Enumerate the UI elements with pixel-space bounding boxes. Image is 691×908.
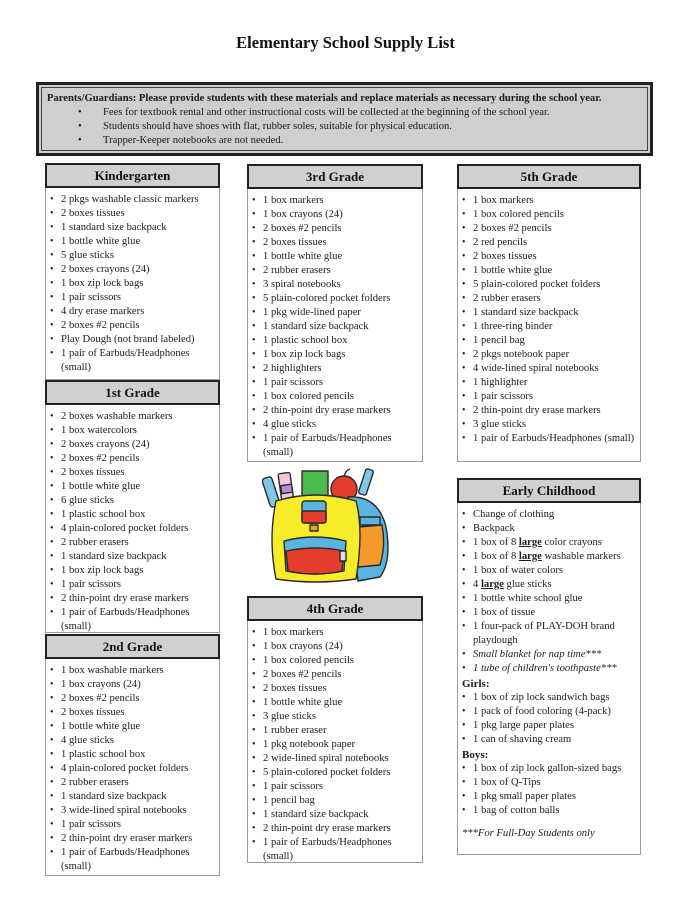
supply-list [46, 659, 219, 874]
list-item: • 1 box crayons (24) [263, 208, 422, 222]
section-heading: Kindergarten [45, 163, 220, 188]
list-item: • Backpack [473, 522, 640, 536]
list-item: • 1 standard size backpack [61, 790, 219, 804]
list-item: • 1 box of 8 large washable markers [473, 550, 640, 564]
notice-item: • Trapper-Keeper notebooks are not needed. [103, 134, 642, 148]
list-item: • 1 pair of Earbuds/Headphones (small) [263, 432, 422, 460]
boys-list [458, 762, 640, 818]
list-item: • 5 glue sticks [61, 249, 219, 263]
girls-label: Girls: [462, 678, 490, 690]
list-item: • 1 pkg notebook paper [263, 738, 422, 752]
list-item: • 6 glue sticks [61, 494, 219, 508]
list-item: • 1 box markers [473, 194, 640, 208]
list-item: • Change of clothing [473, 508, 640, 522]
list-item: • 1 box colored pencils [263, 654, 422, 668]
list-item: • 2 boxes crayons (24) [61, 438, 219, 452]
list-item: • 1 box crayons (24) [263, 640, 422, 654]
section-heading: 4th Grade [247, 596, 423, 621]
list-item: • 2 boxes #2 pencils [473, 222, 640, 236]
list-item: • 2 boxes tissues [61, 706, 219, 720]
list-item: • 5 plain-colored pocket folders [263, 292, 422, 306]
list-item: • 1 pair of Earbuds/Headphones (small) [263, 836, 422, 864]
list-item: • 2 thin-point dry eraser markers [61, 832, 219, 846]
boys-label: Boys: [462, 749, 489, 761]
section-heading: 1st Grade [45, 380, 220, 405]
list-item: • 1 four-pack of PLAY-DOH brand playdough [473, 620, 640, 648]
list-item: • 2 rubber erasers [61, 536, 219, 550]
grade5-section [457, 164, 641, 462]
list-item: • 2 boxes tissues [61, 466, 219, 480]
list-item: • 1 box markers [263, 194, 422, 208]
grade3-section [247, 164, 423, 462]
section-heading: 3rd Grade [247, 164, 423, 189]
list-item: • 1 bottle white glue [61, 235, 219, 249]
list-item: • 1 pkg large paper plates [473, 719, 640, 733]
grade2-section [45, 634, 220, 876]
list-item: • 1 pack of food coloring (4-pack) [473, 705, 640, 719]
list-item: • 2 rubber erasers [473, 292, 640, 306]
supply-list [248, 621, 422, 864]
list-item: • 1 three-ring binder [473, 320, 640, 334]
list-item: • 1 pencil bag [473, 334, 640, 348]
list-item: • 1 pair of Earbuds/Headphones (small) [61, 846, 219, 874]
list-item: • 2 thin-point dry erase markers [61, 592, 219, 606]
grade1-section [45, 380, 220, 633]
list-item: • 1 pair of Earbuds/Headphones (small) [61, 347, 219, 375]
list-item: • 1 pair scissors [473, 390, 640, 404]
list-item: • 1 pkg small paper plates [473, 790, 640, 804]
list-item: • 1 box zip lock bags [61, 564, 219, 578]
supply-list [248, 189, 422, 460]
list-item: • 3 glue sticks [473, 418, 640, 432]
list-item: • 1 pair scissors [263, 376, 422, 390]
girls-list [458, 691, 640, 747]
supply-list [458, 503, 640, 676]
list-item: • 1 pair of Earbuds/Headphones (small) [473, 432, 640, 446]
notice-item: • Fees for textbook rental and other instructional costs will be collected at the beginning of the school year. [103, 106, 642, 120]
section-heading: Early Childhood [457, 478, 641, 503]
early-childhood-section [457, 478, 641, 855]
list-item: • 2 boxes tissues [61, 207, 219, 221]
list-item: • 1 plastic school box [61, 508, 219, 522]
list-item: • 2 boxes crayons (24) [61, 263, 219, 277]
emphasis: large [518, 551, 542, 562]
list-item: • 1 box watercolors [61, 424, 219, 438]
list-item: • 1 pair scissors [61, 578, 219, 592]
footnote: ***For Full-Day Students only [462, 828, 595, 839]
list-item: • 1 standard size backpack [263, 808, 422, 822]
list-item: • 1 standard size backpack [61, 221, 219, 235]
list-item: • 1 standard size backpack [61, 550, 219, 564]
list-item: • 3 spiral notebooks [263, 278, 422, 292]
list-item: • 2 boxes #2 pencils [263, 668, 422, 682]
list-item: • 2 boxes #2 pencils [61, 452, 219, 466]
list-item: • 2 boxes #2 pencils [61, 692, 219, 706]
list-item: • 1 box crayons (24) [61, 678, 219, 692]
list-item: • 1 box washable markers [61, 664, 219, 678]
list-item: • 1 bottle white glue [263, 250, 422, 264]
list-item: • 1 box zip lock bags [263, 348, 422, 362]
list-item: • 1 box of zip lock gallon-sized bags [473, 762, 640, 776]
list-item: • 1 pkg wide-lined paper [263, 306, 422, 320]
notice-lead: Parents/Guardians: Please provide students with these materials and replace materials as necessary during the school year. [47, 93, 602, 104]
list-item: • 4 glue sticks [61, 734, 219, 748]
list-item: • 4 dry erase markers [61, 305, 219, 319]
list-item: • 2 boxes washable markers [61, 410, 219, 424]
list-item: • 2 thin-point dry erase markers [263, 404, 422, 418]
list-item: • 1 standard size backpack [473, 306, 640, 320]
list-item: • 1 box of water colors [473, 564, 640, 578]
parent-notice [36, 82, 653, 156]
list-item: • 4 plain-colored pocket folders [61, 522, 219, 536]
kindergarten-section [45, 163, 220, 380]
list-item: • 1 can of shaving cream [473, 733, 640, 747]
list-item: • 1 bottle white glue [61, 720, 219, 734]
list-item: • 1 rubber eraser [263, 724, 422, 738]
notice-list [47, 106, 642, 148]
list-item: • 4 large glue sticks [473, 578, 640, 592]
list-item: • 3 glue sticks [263, 710, 422, 724]
supply-list [46, 188, 219, 375]
list-item: • 2 rubber erasers [61, 776, 219, 790]
list-item: • 4 plain-colored pocket folders [61, 762, 219, 776]
list-item: • 1 bottle white glue [263, 696, 422, 710]
list-item: • 2 boxes #2 pencils [61, 319, 219, 333]
list-item: • 1 pair scissors [61, 291, 219, 305]
list-item: • 2 boxes tissues [263, 236, 422, 250]
list-item: • 2 boxes #2 pencils [263, 222, 422, 236]
list-item: • 1 box of 8 large color crayons [473, 536, 640, 550]
list-item: • 1 standard size backpack [263, 320, 422, 334]
list-item: • 1 box colored pencils [263, 390, 422, 404]
list-item: • 1 plastic school box [61, 748, 219, 762]
list-item: • 3 wide-lined spiral notebooks [61, 804, 219, 818]
list-item: • 1 bottle white school glue [473, 592, 640, 606]
notice-item: • Students should have shoes with flat, rubber soles, suitable for physical education. [103, 120, 642, 134]
emphasis: large [518, 537, 542, 548]
list-item: • 2 pkgs notebook paper [473, 348, 640, 362]
list-item: • 1 bag of cotton balls [473, 804, 640, 818]
list-item: • 2 red pencils [473, 236, 640, 250]
list-item: • 1 bottle white glue [61, 480, 219, 494]
list-item: • 2 highlighters [263, 362, 422, 376]
list-item: • 4 wide-lined spiral notebooks [473, 362, 640, 376]
list-item: • 2 pkgs washable classic markers [61, 193, 219, 207]
backpack-illustration [262, 467, 398, 585]
list-item: • 1 pair scissors [263, 780, 422, 794]
emphasis: large [480, 579, 504, 590]
list-item: • 1 tube of children's toothpaste*** [473, 662, 640, 676]
list-item: • 1 highlighter [473, 376, 640, 390]
list-item: • 2 boxes tissues [473, 250, 640, 264]
list-item: • 2 boxes tissues [263, 682, 422, 696]
supply-list [458, 189, 640, 446]
list-item: • 5 plain-colored pocket folders [473, 278, 640, 292]
list-item: • 1 box of Q-Tips [473, 776, 640, 790]
list-item: • Small blanket for nap time*** [473, 648, 640, 662]
list-item: • 1 plastic school box [263, 334, 422, 348]
list-item: • 2 rubber erasers [263, 264, 422, 278]
list-item: • 1 pair scissors [61, 818, 219, 832]
grade4-section [247, 596, 423, 863]
list-item: • 2 wide-lined spiral notebooks [263, 752, 422, 766]
supply-list [46, 405, 219, 634]
list-item: • Play Dough (not brand labeled) [61, 333, 219, 347]
list-item: • 1 box zip lock bags [61, 277, 219, 291]
list-item: • 1 box colored pencils [473, 208, 640, 222]
section-heading: 2nd Grade [45, 634, 220, 659]
list-item: • 2 thin-point dry erase markers [473, 404, 640, 418]
list-item: • 4 glue sticks [263, 418, 422, 432]
list-item: • 1 pencil bag [263, 794, 422, 808]
list-item: • 1 bottle white glue [473, 264, 640, 278]
list-item: • 1 box of zip lock sandwich bags [473, 691, 640, 705]
section-heading: 5th Grade [457, 164, 641, 189]
page-title: Elementary School Supply List [236, 33, 455, 52]
list-item: • 5 plain-colored pocket folders [263, 766, 422, 780]
list-item: • 1 box markers [263, 626, 422, 640]
list-item: • 2 thin-point dry erase markers [263, 822, 422, 836]
list-item: • 1 pair of Earbuds/Headphones (small) [61, 606, 219, 634]
list-item: • 1 box of tissue [473, 606, 640, 620]
